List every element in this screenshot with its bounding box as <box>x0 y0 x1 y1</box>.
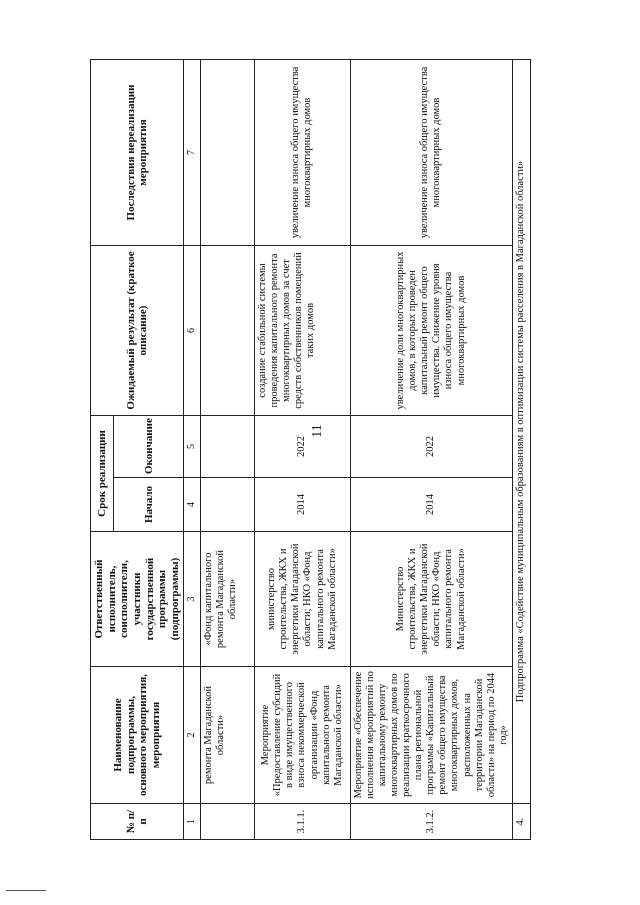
column-number: 1 <box>184 804 201 840</box>
row-result: увеличение доли многоквартирных домов, в которых проведен капитальный ремонт общего имущества. Снижение уровня износа общего имущества многоквартирных домов <box>350 245 512 415</box>
row-end: 2022 <box>350 415 512 477</box>
row-executor: Министерство строительства, ЖКХ и энергетики Магаданской области; НКО «Фонд капитального ремонта Магаданской области» <box>350 532 512 667</box>
footer-rule <box>6 890 46 891</box>
subprogram-num: 4. <box>512 804 530 840</box>
table-row <box>350 59 512 839</box>
row-num: 3.1.2. <box>350 804 512 840</box>
row-name: Мероприятие «Предоставление субсидий в виде имущественного взноса некоммерческой организации «Фонд капитального ремонта Магаданской области» <box>254 667 350 804</box>
row-start <box>200 478 254 532</box>
header-period: Срок реализации <box>91 415 114 531</box>
subprogram-title: Подпрограмма «Содействие муниципальным образованиям в оптимизации системы расселения в Магаданской области» <box>512 59 530 803</box>
row-num: 3.1.1. <box>254 804 350 840</box>
table-row <box>200 59 254 839</box>
column-number-row <box>184 59 201 839</box>
header-num: № п/п <box>91 804 184 840</box>
header-row-1 <box>91 59 114 839</box>
column-number: 6 <box>184 245 201 415</box>
table-row <box>254 59 350 839</box>
row-consequence: увеличение износа общего имущества многоквартирных домов <box>350 59 512 245</box>
column-number: 3 <box>184 532 201 667</box>
header-name: Наименование подпрограммы, основного мероприятия, мероприятия <box>91 667 184 804</box>
column-number: 7 <box>184 59 201 245</box>
rotated-table-container <box>90 60 527 840</box>
row-consequence: увеличение износа общего имущества многоквартирных домов <box>254 59 350 245</box>
header-consequence: Последствия нереализации мероприятия <box>91 59 184 245</box>
header-end: Окончание <box>114 415 184 477</box>
row-name: Мероприятие «Обеспечение исполнения мероприятий по капитальному ремонту многоквартирных домов по реализации краткосрочного плана региональной программы «Капитальный ремонт общего имущества многоквартирных домов, расположенных на территории Магаданской области» на период по 2044 год» <box>350 667 512 804</box>
row-executor: министерство строительства, ЖКХ и энергетики Магаданской области; НКО «Фонд капитального ремонта Магаданской области» <box>254 532 350 667</box>
subprogram-row <box>512 59 530 839</box>
row-consequence <box>200 59 254 245</box>
row-end: 2022 <box>254 415 350 477</box>
header-result: Ожидаемый результат (краткое описание) <box>91 245 184 415</box>
row-result: создание стабильной системы проведения капитального ремонта многоквартирных домов за счет средств собственников помещений таких домов <box>254 245 350 415</box>
row-start: 2014 <box>350 478 512 532</box>
header-executor: Ответственный исполнитель, соисполнители, участники государственной программы (подпрограммы) <box>91 532 184 667</box>
column-number: 4 <box>184 478 201 532</box>
program-table <box>90 59 531 840</box>
header-start: Начало <box>114 478 184 532</box>
row-end <box>200 415 254 477</box>
page-number: 11 <box>310 424 325 438</box>
row-num <box>200 804 254 840</box>
column-number: 5 <box>184 415 201 477</box>
row-result <box>200 245 254 415</box>
row-executor: «Фонд капитального ремонта Магаданской области» <box>200 532 254 667</box>
column-number: 2 <box>184 667 201 804</box>
row-start: 2014 <box>254 478 350 532</box>
row-name: ремонта Магаданской области» <box>200 667 254 804</box>
